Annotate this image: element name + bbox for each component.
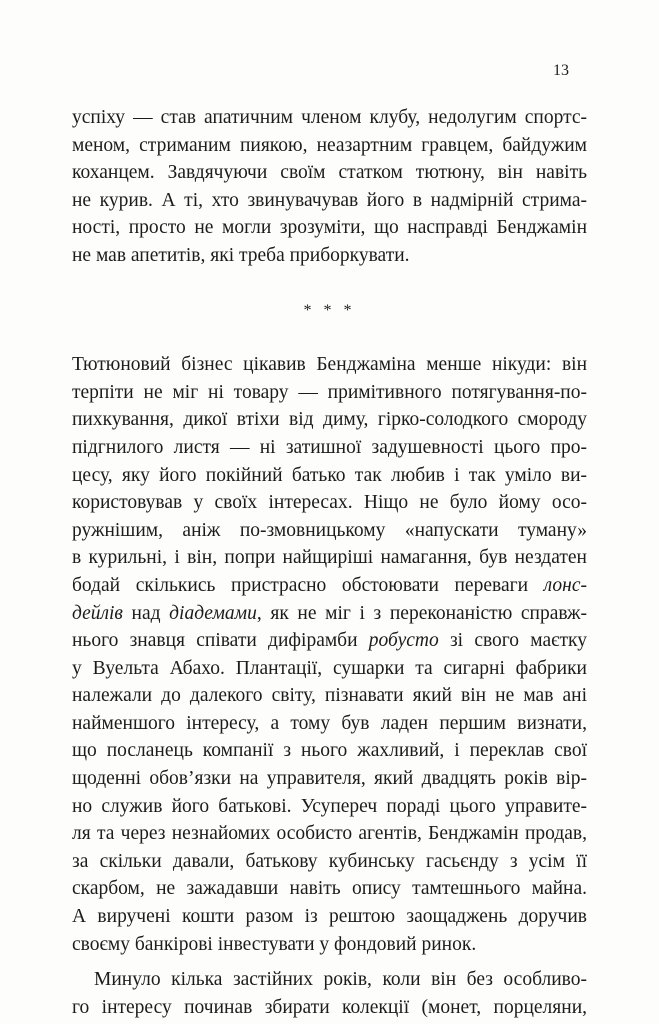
text-line: не курив. А ті, хто звинувачував його в надмірній стрима- bbox=[72, 189, 587, 211]
text-line: А виручені кошти разом із рештою заощаджень доручив bbox=[72, 906, 587, 928]
text-line: терпіти не міг ні товару — примітивного потягування-по- bbox=[72, 381, 587, 403]
text-line: своєму банкірові інвестувати у фондовий ринок. bbox=[72, 933, 477, 955]
text-line bbox=[72, 600, 587, 628]
text-line: коханцем. Завдячуючи своїм статком тютюну, він навіть bbox=[72, 162, 587, 184]
italic-term: дейлів bbox=[72, 602, 123, 624]
text-line bbox=[72, 572, 587, 600]
text-run: зі свого маєтку bbox=[438, 630, 587, 652]
paragraph-3 bbox=[72, 966, 587, 1021]
text-line: пихкування, дикої втіхи від диму, гірко-солодкого смороду bbox=[72, 409, 587, 431]
text-line: підгнилого листя — ні затишної задушевності цього про- bbox=[72, 436, 587, 458]
text-line: успіху — став апатичним членом клубу, недолугим спортс- bbox=[72, 107, 587, 128]
text-run: нього знавця співати дифірамби bbox=[72, 630, 369, 652]
text-line: Минуло кілька застійних років, коли він без особливо- bbox=[94, 969, 587, 991]
paragraph-2 bbox=[72, 351, 587, 958]
text-run: бодай скількись пристрасно обстоювати переваги bbox=[72, 574, 544, 596]
text-line: го інтересу починав збирати колекції (монет, порцеляни, bbox=[72, 996, 587, 1018]
italic-term: діадемами bbox=[169, 602, 257, 624]
italic-term: лонс- bbox=[543, 574, 587, 596]
text-line: в курильні, і він, попри найщиріші намагання, був нездатен bbox=[72, 547, 587, 569]
text-line: щоденні обов’язки на управителя, який двадцять років вір- bbox=[72, 768, 587, 790]
body-text bbox=[72, 104, 587, 1021]
page-number: 13 bbox=[553, 62, 569, 79]
paragraph-1 bbox=[72, 104, 587, 270]
text-line: ності, просто не могли зрозуміти, що насправді Бенджамін bbox=[72, 217, 587, 239]
text-line bbox=[72, 627, 587, 655]
text-line: скарбом, не зажадавши навіть опису тамтешнього майна. bbox=[72, 878, 587, 900]
text-run: над bbox=[122, 602, 170, 624]
text-line: цесу, яку його покійний батько так любив і так уміло ви- bbox=[72, 464, 587, 486]
text-line: Тютюновий бізнес цікавив Бенджаміна менше нікуди: він bbox=[72, 354, 587, 376]
text-line: не мав апетитів, які треба приборкувати. bbox=[72, 244, 410, 266]
text-line: найменшого інтересу, а тому був ладен першим визнати, bbox=[72, 712, 587, 734]
text-run: , як не міг і з переконаністю справж- bbox=[256, 602, 587, 624]
text-line: за скільки давали, батькову кубинську гасьєнду з усім її bbox=[72, 850, 587, 872]
italic-term: робусто bbox=[368, 630, 439, 652]
text-line: що посланець компанії з нього жахливий, і переклав свої bbox=[72, 740, 587, 762]
text-line: ля та через незнайомих особисто агентів, Бенджамін продав, bbox=[72, 823, 587, 845]
section-separator: * * * bbox=[303, 301, 356, 319]
text-line: належали до далекого світу, пізнавати який він не мав ані bbox=[72, 685, 587, 707]
text-line: ружнішим, аніж по-змовницькому «напускати туману» bbox=[72, 519, 587, 541]
text-line: користовував у своїх інтересах. Ніщо не було йому осо- bbox=[72, 492, 587, 514]
text-line: меном, стриманим пиякою, неазартним гравцем, байдужим bbox=[72, 134, 587, 156]
text-line: но служив його батькові. Усупереч пораді цього управите- bbox=[72, 795, 587, 817]
text-line: у Вуельта Абахо. Плантації, сушарки та сигарні фабрики bbox=[72, 657, 587, 679]
